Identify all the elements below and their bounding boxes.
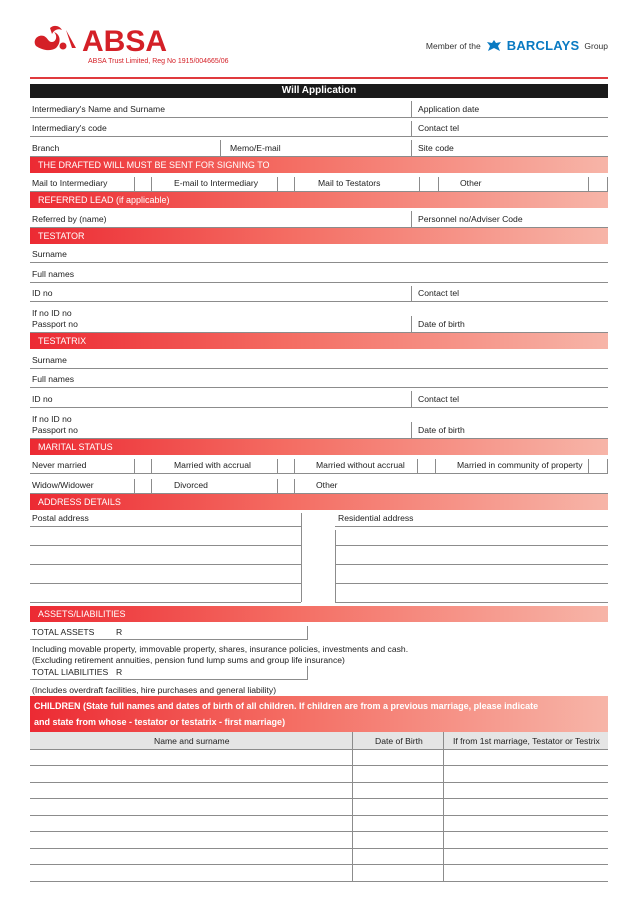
intermediary-name-label: Intermediary's Name and Surname	[32, 103, 165, 114]
children-heading-line1: CHILDREN (State full names and dates of birth of all children. If children are from a previous marriage, please indicate	[34, 700, 539, 711]
passport-no-label: Passport no	[32, 319, 78, 329]
checkbox-edge	[151, 459, 152, 473]
testator-surname-row[interactable]	[30, 244, 608, 264]
absa-logo	[30, 22, 190, 56]
col-divider	[352, 750, 353, 766]
testatrix-passport-row[interactable]	[30, 408, 608, 439]
col-first-marriage: If from 1st marriage, Testator or Testrix	[453, 735, 600, 746]
if-no-id-label: If no ID no	[32, 308, 72, 318]
contact-tel-label: Contact tel	[418, 123, 460, 133]
total-assets-edge	[307, 626, 308, 640]
section-marital-status: MARITAL STATUS	[30, 439, 608, 455]
site-code-label: Site code	[418, 142, 454, 153]
children-heading-line2: and state from whose - testator or testatrix - first marriage)	[34, 716, 286, 727]
surname-label: Surname	[32, 354, 67, 365]
testator-id-row[interactable]	[30, 283, 608, 303]
option-mail-intermediary-label: Mail to Intermediary	[32, 178, 108, 188]
member-prefix: Member of the	[425, 40, 481, 51]
checkbox-edge	[151, 479, 152, 493]
divider	[411, 391, 412, 407]
col-divider	[443, 750, 444, 766]
residential-address-label: Residential address	[338, 512, 414, 523]
total-liabilities-line	[30, 679, 307, 680]
checkbox-other[interactable]	[588, 177, 589, 191]
testator-full-names-row[interactable]	[30, 263, 608, 283]
child-entry-row[interactable]	[30, 766, 608, 783]
child-entry-row[interactable]	[30, 816, 608, 833]
postal-line[interactable]	[30, 564, 301, 565]
assets-note-including: Including movable property, immovable property, shares, insurance policies, investments and cash.	[32, 643, 409, 654]
checkbox-married-with-accrual[interactable]	[277, 459, 278, 473]
checkbox-married-in-community[interactable]	[588, 459, 589, 473]
total-liabilities-edge	[307, 666, 308, 680]
assets-notes	[30, 640, 608, 664]
option-mail-testators-label: Mail to Testators	[318, 178, 381, 188]
total-assets-row[interactable]	[30, 622, 608, 640]
col-name-and-surname: Name and surname	[154, 735, 230, 746]
col-divider	[352, 732, 353, 750]
col-divider	[443, 865, 444, 881]
postal-address-label: Postal address	[32, 512, 89, 523]
referred-by-label: Referred by (name)	[32, 213, 107, 224]
checkbox-edge	[151, 177, 152, 191]
checkbox-mail-testators[interactable]	[419, 177, 420, 191]
intermediary-code-label: Intermediary's code	[32, 123, 107, 133]
col-divider	[443, 783, 444, 799]
checkbox-widow-widower[interactable]	[134, 479, 135, 493]
divider	[411, 286, 412, 302]
divider	[411, 121, 412, 137]
child-entry-row[interactable]	[30, 865, 608, 882]
section-assets-liabilities: ASSETS/LIABILITIES	[30, 606, 608, 622]
checkbox-edge	[294, 459, 295, 473]
liabilities-note: (Includes overdraft facilities, hire purchases and general liability)	[32, 684, 277, 695]
residential-line[interactable]	[335, 526, 608, 527]
col-date-of-birth: Date of Birth	[375, 735, 423, 746]
checkbox-never-married[interactable]	[134, 459, 135, 473]
referred-by-row[interactable]	[30, 208, 608, 228]
will-application-form	[30, 84, 608, 882]
contact-tel-label: Contact tel	[418, 393, 460, 404]
full-names-label: Full names	[32, 374, 75, 384]
option-divorced: Divorced	[174, 479, 208, 490]
marital-row-1	[30, 455, 608, 475]
divider	[411, 101, 412, 117]
testatrix-surname-row[interactable]	[30, 349, 608, 369]
col-divider	[352, 849, 353, 865]
col-divider	[352, 832, 353, 848]
option-email-intermediary-label: E-mail to Intermediary	[174, 178, 259, 188]
header-divider	[30, 77, 608, 79]
option-widow-widower: Widow/Widower	[32, 479, 94, 490]
col-divider	[352, 799, 353, 815]
col-divider	[443, 799, 444, 815]
postal-line[interactable]	[30, 583, 301, 584]
address-block	[30, 510, 608, 600]
child-entry-row[interactable]	[30, 849, 608, 866]
if-no-id-label: If no ID no	[32, 413, 72, 424]
postal-line[interactable]	[30, 602, 301, 603]
full-names-label: Full names	[32, 268, 75, 279]
divider	[411, 211, 412, 227]
barclays-brand: BARCLAYS	[506, 38, 580, 53]
option-married-with-accrual: Married with accrual	[174, 460, 251, 470]
date-of-birth-label: Date of birth	[418, 319, 465, 329]
currency-symbol: R	[116, 666, 123, 677]
col-divider	[352, 816, 353, 832]
section-address-details: ADDRESS DETAILS	[30, 494, 608, 510]
testatrix-full-names-row[interactable]	[30, 369, 608, 389]
total-liabilities-row[interactable]	[30, 664, 608, 680]
id-no-label: ID no	[32, 393, 53, 404]
checkbox-divorced[interactable]	[277, 479, 278, 493]
children-table-body	[30, 750, 608, 882]
form-title: Will Application	[30, 84, 608, 98]
checkbox-mail-intermediary[interactable]	[134, 177, 135, 191]
postal-line[interactable]	[30, 526, 301, 527]
intermediary-code-row[interactable]	[30, 118, 608, 138]
residential-line[interactable]	[335, 583, 608, 584]
checkbox-edge	[607, 459, 608, 473]
section-testator: TESTATOR	[30, 228, 608, 244]
section-children	[30, 696, 608, 732]
memo-email-label: Memo/E-mail	[230, 142, 281, 153]
testatrix-id-row[interactable]	[30, 388, 608, 408]
drafted-options-row	[30, 173, 608, 193]
intermediary-name-row[interactable]	[30, 98, 608, 118]
checkbox-edge	[435, 459, 436, 473]
col-divider	[443, 832, 444, 848]
eagle-icon	[486, 39, 502, 53]
section-referred-lead: REFERRED LEAD (if applicable)	[30, 192, 608, 208]
member-suffix: Group	[584, 40, 608, 51]
checkbox-edge	[438, 177, 439, 191]
application-date-label: Application date	[418, 103, 480, 114]
col-divider	[443, 732, 444, 750]
residential-line[interactable]	[335, 564, 608, 565]
child-entry-row[interactable]	[30, 799, 608, 816]
total-assets-line	[30, 639, 307, 640]
personnel-no-label: Personnel no/Adviser Code	[418, 213, 523, 224]
col-divider	[352, 783, 353, 799]
residential-left-border	[335, 530, 336, 602]
postal-right-border	[301, 513, 302, 602]
date-of-birth-label: Date of birth	[418, 424, 465, 435]
divider	[411, 140, 412, 156]
surname-label: Surname	[32, 249, 67, 259]
col-divider	[352, 865, 353, 881]
section-drafted-will: THE DRAFTED WILL MUST BE SENT FOR SIGNING TO	[30, 157, 608, 173]
option-other: Other	[316, 479, 338, 490]
checkbox-married-without-accrual[interactable]	[417, 459, 418, 473]
residential-line[interactable]	[335, 602, 608, 603]
col-divider	[443, 816, 444, 832]
id-no-label: ID no	[32, 288, 53, 298]
absa-logo-mark	[30, 22, 190, 56]
children-table-header	[30, 732, 608, 750]
passport-no-label: Passport no	[32, 424, 78, 435]
residential-line[interactable]	[335, 545, 608, 546]
option-other-label: Other	[460, 178, 482, 188]
branch-label: Branch	[32, 142, 60, 153]
total-liabilities-label: TOTAL LIABILITIES	[32, 666, 109, 677]
marital-row-2	[30, 474, 608, 494]
option-married-without-accrual: Married without accrual	[316, 460, 405, 470]
divider	[411, 316, 412, 332]
branch-row[interactable]	[30, 137, 608, 157]
contact-tel-label: Contact tel	[418, 288, 460, 298]
checkbox-email-intermediary[interactable]	[277, 177, 278, 191]
postal-line[interactable]	[30, 545, 301, 546]
col-divider	[443, 766, 444, 782]
col-divider	[352, 766, 353, 782]
col-divider	[443, 849, 444, 865]
total-assets-label: TOTAL ASSETS	[32, 626, 95, 637]
option-married-in-community: Married in community of property	[457, 460, 583, 470]
company-registration: ABSA Trust Limited, Reg No 1915/004665/06	[88, 58, 229, 65]
divider	[411, 422, 412, 438]
checkbox-edge	[294, 177, 295, 191]
checkbox-edge	[294, 479, 295, 493]
divider	[220, 140, 221, 156]
brand-name: ABSA	[82, 25, 168, 56]
section-testatrix: TESTATRIX	[30, 333, 608, 349]
member-of-barclays	[426, 38, 608, 53]
checkbox-edge	[607, 177, 608, 191]
assets-note-excluding: (Excluding retirement annuities, pension fund lump sums and group life insurance)	[32, 654, 345, 665]
child-entry-row[interactable]	[30, 750, 608, 767]
currency-symbol: R	[116, 626, 123, 637]
testator-passport-row[interactable]	[30, 302, 608, 333]
option-never-married: Never married	[32, 460, 87, 470]
child-entry-row[interactable]	[30, 832, 608, 849]
child-entry-row[interactable]	[30, 783, 608, 800]
